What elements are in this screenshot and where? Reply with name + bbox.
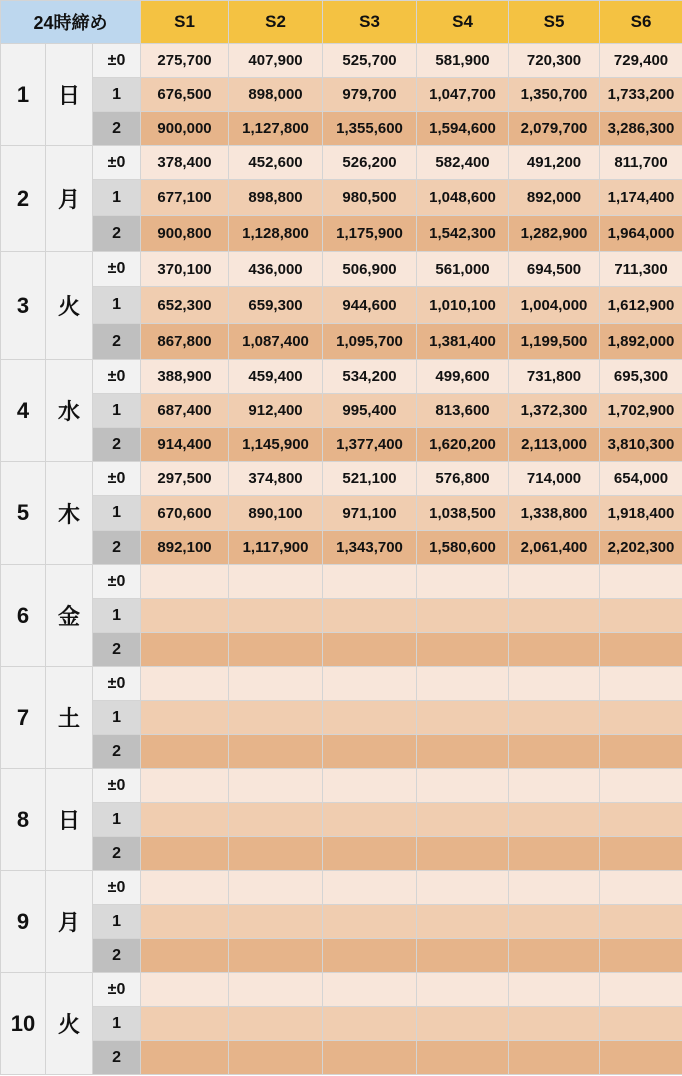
level-label: 2 [93,939,141,973]
value-cell[interactable] [229,599,323,633]
value-cell[interactable]: 729,400 [600,44,682,78]
value-cell[interactable]: 1,702,900 [600,394,682,428]
table-row [1,496,682,531]
value-cell[interactable]: 813,600 [417,394,509,428]
value-cell[interactable]: 1,733,200 [600,78,682,112]
table-row [1,1041,682,1075]
level-label: ±0 [93,667,141,701]
table-row [1,735,682,769]
level-label: ±0 [93,462,141,496]
table-row [1,531,682,565]
level-label: ±0 [93,871,141,905]
value-cell[interactable]: 1,087,400 [229,324,323,360]
day-number: 7 [1,667,46,769]
level-label: 1 [93,287,141,324]
day-number: 6 [1,565,46,667]
value-cell[interactable]: 971,100 [323,496,417,531]
value-cell[interactable] [600,599,682,633]
table-row [1,871,682,905]
day-number: 9 [1,871,46,973]
value-cell[interactable] [323,633,417,667]
value-cell[interactable] [229,905,323,939]
day-weekday: 木 [46,462,93,565]
table-row [1,905,682,939]
value-cell[interactable] [141,667,229,701]
value-cell[interactable] [600,803,682,837]
value-cell[interactable] [600,871,682,905]
value-cell[interactable] [600,939,682,973]
value-cell[interactable]: 581,900 [417,44,509,78]
level-label: ±0 [93,769,141,803]
table-row [1,324,682,360]
day-number: 5 [1,462,46,565]
value-cell[interactable]: 654,000 [600,462,682,496]
value-cell[interactable]: 1,128,800 [229,216,323,252]
value-cell[interactable]: 1,174,400 [600,180,682,216]
table-row [1,44,682,78]
value-cell[interactable] [323,667,417,701]
value-cell[interactable]: 731,800 [509,360,600,394]
value-cell[interactable]: 898,000 [229,78,323,112]
value-cell[interactable]: 459,400 [229,360,323,394]
value-cell[interactable] [229,939,323,973]
value-cell[interactable]: 407,900 [229,44,323,78]
value-cell[interactable]: 534,200 [323,360,417,394]
value-cell[interactable] [417,837,509,871]
value-cell[interactable]: 670,600 [141,496,229,531]
value-cell[interactable]: 1,004,000 [509,287,600,324]
value-cell[interactable] [600,837,682,871]
value-cell[interactable] [141,769,229,803]
value-cell[interactable] [509,1007,600,1041]
value-cell[interactable] [417,735,509,769]
day-number: 10 [1,973,46,1075]
value-cell[interactable]: 652,300 [141,287,229,324]
column-header-s5: S5 [509,1,600,44]
value-cell[interactable] [229,837,323,871]
value-cell[interactable] [141,803,229,837]
value-cell[interactable]: 2,202,300 [600,531,682,565]
value-cell[interactable] [509,803,600,837]
table-row [1,599,682,633]
value-cell[interactable] [229,633,323,667]
corner-title: 24時締め [1,1,141,44]
day-weekday: 火 [46,973,93,1075]
value-cell[interactable] [509,701,600,735]
table-row [1,1007,682,1041]
level-label: 2 [93,112,141,146]
value-cell[interactable] [141,837,229,871]
value-cell[interactable]: 1,127,800 [229,112,323,146]
level-label: 2 [93,735,141,769]
value-cell[interactable]: 525,700 [323,44,417,78]
value-cell[interactable]: 867,800 [141,324,229,360]
value-cell[interactable]: 1,145,900 [229,428,323,462]
day-weekday: 月 [46,871,93,973]
table-row [1,428,682,462]
value-cell[interactable]: 980,500 [323,180,417,216]
value-cell[interactable] [600,701,682,735]
value-cell[interactable] [417,939,509,973]
value-cell[interactable] [600,769,682,803]
value-cell[interactable] [509,1041,600,1075]
level-label: 1 [93,599,141,633]
level-label: ±0 [93,44,141,78]
value-cell[interactable] [509,837,600,871]
column-header-s3: S3 [323,1,417,44]
level-label: 1 [93,905,141,939]
value-cell[interactable] [600,1007,682,1041]
table-row [1,667,682,701]
day-number: 4 [1,360,46,462]
value-cell[interactable]: 898,800 [229,180,323,216]
value-cell[interactable] [141,565,229,599]
value-cell[interactable]: 576,800 [417,462,509,496]
value-cell[interactable] [600,735,682,769]
value-cell[interactable]: 491,200 [509,146,600,180]
value-cell[interactable]: 1,010,100 [417,287,509,324]
value-cell[interactable]: 436,000 [229,252,323,287]
column-header-s6: S6 [600,1,682,44]
level-label: ±0 [93,252,141,287]
value-cell[interactable] [141,633,229,667]
value-cell[interactable]: 659,300 [229,287,323,324]
value-cell[interactable] [600,905,682,939]
level-label: 1 [93,496,141,531]
value-cell[interactable]: 1,038,500 [417,496,509,531]
value-cell[interactable]: 1,918,400 [600,496,682,531]
value-cell[interactable] [229,1041,323,1075]
value-cell[interactable] [323,973,417,1007]
value-cell[interactable] [417,803,509,837]
value-cell[interactable]: 1,350,700 [509,78,600,112]
value-cell[interactable] [417,667,509,701]
value-cell[interactable]: 561,000 [417,252,509,287]
value-cell[interactable]: 297,500 [141,462,229,496]
value-cell[interactable] [229,803,323,837]
level-label: 1 [93,803,141,837]
value-cell[interactable] [417,701,509,735]
table-row [1,394,682,428]
table-row [1,146,682,180]
level-label: 2 [93,837,141,871]
value-cell[interactable]: 711,300 [600,252,682,287]
value-cell[interactable]: 1,580,600 [417,531,509,565]
value-cell[interactable] [417,565,509,599]
table-row [1,78,682,112]
level-label: 2 [93,1041,141,1075]
day-weekday: 火 [46,252,93,360]
table-row [1,112,682,146]
value-cell[interactable] [417,871,509,905]
value-cell[interactable] [600,633,682,667]
value-cell[interactable] [323,769,417,803]
value-cell[interactable] [141,735,229,769]
table-row [1,837,682,871]
table-row [1,180,682,216]
value-cell[interactable]: 378,400 [141,146,229,180]
value-cell[interactable] [600,973,682,1007]
value-cell[interactable] [323,1041,417,1075]
value-cell[interactable]: 676,500 [141,78,229,112]
value-cell[interactable] [509,667,600,701]
table-row [1,633,682,667]
value-cell[interactable] [509,735,600,769]
level-label: 1 [93,701,141,735]
value-cell[interactable] [509,939,600,973]
day-weekday: 土 [46,667,93,769]
value-cell[interactable] [509,599,600,633]
value-cell[interactable] [323,837,417,871]
value-cell[interactable] [141,871,229,905]
value-cell[interactable]: 1,372,300 [509,394,600,428]
value-cell[interactable]: 1,620,200 [417,428,509,462]
value-cell[interactable]: 900,800 [141,216,229,252]
value-cell[interactable]: 1,594,600 [417,112,509,146]
value-cell[interactable] [229,565,323,599]
table-row [1,287,682,324]
value-cell[interactable]: 499,600 [417,360,509,394]
level-label: 2 [93,324,141,360]
value-cell[interactable] [509,905,600,939]
value-cell[interactable]: 892,000 [509,180,600,216]
table-row [1,252,682,287]
value-cell[interactable] [417,973,509,1007]
column-header-s4: S4 [417,1,509,44]
value-cell[interactable] [229,701,323,735]
value-cell[interactable]: 1,199,500 [509,324,600,360]
level-label: 2 [93,633,141,667]
value-cell[interactable]: 3,286,300 [600,112,682,146]
value-cell[interactable]: 582,400 [417,146,509,180]
day-weekday: 金 [46,565,93,667]
value-cell[interactable]: 1,048,600 [417,180,509,216]
value-cell[interactable] [323,599,417,633]
value-cell[interactable]: 1,377,400 [323,428,417,462]
table-row [1,565,682,599]
value-cell[interactable]: 1,612,900 [600,287,682,324]
column-header-s1: S1 [141,1,229,44]
value-cell[interactable] [141,599,229,633]
day-weekday: 日 [46,769,93,871]
value-cell[interactable] [323,701,417,735]
day-number: 8 [1,769,46,871]
value-cell[interactable]: 890,100 [229,496,323,531]
value-cell[interactable]: 2,079,700 [509,112,600,146]
table-row [1,973,682,1007]
value-cell[interactable] [417,633,509,667]
value-cell[interactable] [323,1007,417,1041]
day-weekday: 月 [46,146,93,252]
value-cell[interactable]: 677,100 [141,180,229,216]
value-cell[interactable]: 1,338,800 [509,496,600,531]
value-cell[interactable] [417,599,509,633]
value-cell[interactable]: 695,300 [600,360,682,394]
value-cell[interactable]: 521,100 [323,462,417,496]
value-cell[interactable]: 1,095,700 [323,324,417,360]
value-cell[interactable]: 388,900 [141,360,229,394]
value-cell[interactable] [229,1007,323,1041]
value-cell[interactable]: 912,400 [229,394,323,428]
level-label: ±0 [93,146,141,180]
header-row [1,1,682,44]
value-cell[interactable]: 1,175,900 [323,216,417,252]
value-cell[interactable] [600,1041,682,1075]
value-cell[interactable] [323,565,417,599]
value-cell[interactable] [417,1041,509,1075]
value-cell[interactable]: 526,200 [323,146,417,180]
value-cell[interactable] [323,939,417,973]
value-cell[interactable]: 914,400 [141,428,229,462]
level-label: 1 [93,394,141,428]
value-cell[interactable]: 374,800 [229,462,323,496]
table-row [1,216,682,252]
table-row [1,360,682,394]
value-cell[interactable]: 720,300 [509,44,600,78]
level-label: ±0 [93,973,141,1007]
day-weekday: 水 [46,360,93,462]
value-cell[interactable] [509,769,600,803]
value-cell[interactable] [417,905,509,939]
value-cell[interactable] [141,973,229,1007]
level-label: 1 [93,180,141,216]
value-cell[interactable] [509,973,600,1007]
day-number: 1 [1,44,46,146]
value-cell[interactable]: 694,500 [509,252,600,287]
value-cell[interactable] [600,565,682,599]
day-number: 2 [1,146,46,252]
value-cell[interactable] [417,1007,509,1041]
value-cell[interactable]: 1,542,300 [417,216,509,252]
value-cell[interactable]: 687,400 [141,394,229,428]
value-cell[interactable] [600,667,682,701]
value-cell[interactable]: 506,900 [323,252,417,287]
value-cell[interactable]: 944,600 [323,287,417,324]
table-row [1,769,682,803]
value-cell[interactable]: 1,343,700 [323,531,417,565]
value-cell[interactable] [323,871,417,905]
value-cell[interactable]: 452,600 [229,146,323,180]
value-cell[interactable]: 2,061,400 [509,531,600,565]
value-cell[interactable]: 892,100 [141,531,229,565]
value-cell[interactable]: 1,964,000 [600,216,682,252]
level-label: 2 [93,531,141,565]
value-cell[interactable]: 1,282,900 [509,216,600,252]
level-label: 2 [93,216,141,252]
value-cell[interactable]: 370,100 [141,252,229,287]
value-cell[interactable] [509,565,600,599]
value-cell[interactable]: 1,381,400 [417,324,509,360]
value-cell[interactable] [323,905,417,939]
table-row [1,803,682,837]
value-cell[interactable]: 1,047,700 [417,78,509,112]
value-cell[interactable] [229,973,323,1007]
day-weekday: 日 [46,44,93,146]
value-cell[interactable] [229,667,323,701]
level-label: 2 [93,428,141,462]
column-header-s2: S2 [229,1,323,44]
value-cell[interactable]: 2,113,000 [509,428,600,462]
value-cell[interactable] [323,803,417,837]
value-cell[interactable] [323,735,417,769]
value-cell[interactable]: 900,000 [141,112,229,146]
day-number: 3 [1,252,46,360]
level-label: ±0 [93,360,141,394]
table-row [1,939,682,973]
value-cell[interactable] [141,1007,229,1041]
value-cell[interactable] [509,871,600,905]
value-cell[interactable] [509,633,600,667]
value-cell[interactable]: 995,400 [323,394,417,428]
value-cell[interactable]: 714,000 [509,462,600,496]
table-row [1,462,682,496]
value-cell[interactable] [229,871,323,905]
value-cell[interactable] [141,701,229,735]
level-label: ±0 [93,565,141,599]
value-cell[interactable] [141,905,229,939]
value-cell[interactable] [229,769,323,803]
value-cell[interactable]: 1,892,000 [600,324,682,360]
value-cell[interactable] [417,769,509,803]
table-body [1,44,682,1075]
value-cell[interactable]: 3,810,300 [600,428,682,462]
level-label: 1 [93,1007,141,1041]
value-cell[interactable] [229,735,323,769]
value-cell[interactable] [141,939,229,973]
value-cell[interactable]: 979,700 [323,78,417,112]
value-cell[interactable]: 1,117,900 [229,531,323,565]
level-label: 1 [93,78,141,112]
value-cell[interactable]: 1,355,600 [323,112,417,146]
table-row [1,701,682,735]
value-cell[interactable]: 275,700 [141,44,229,78]
value-cell[interactable] [141,1041,229,1075]
value-cell[interactable]: 811,700 [600,146,682,180]
